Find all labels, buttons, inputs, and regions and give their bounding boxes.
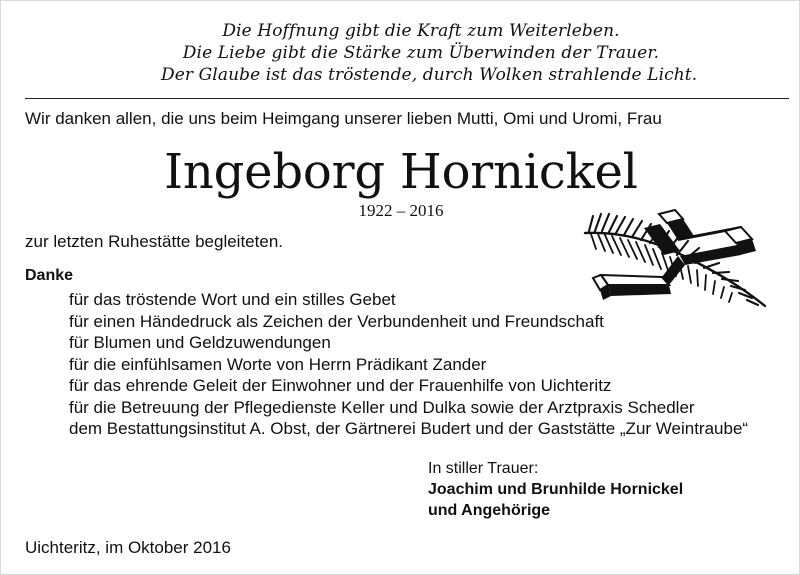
thanks-intro-text: Wir danken allen, die uns beim Heimgang unserer lieben Mutti, Omi und Uromi, Frau <box>25 109 662 128</box>
thanks-item: für die einfühlsamen Worte von Herrn Prädikant Zander <box>69 354 487 374</box>
thanks-item: für das tröstende Wort und ein stilles Gebet <box>69 290 396 309</box>
danke-heading: Danke <box>25 267 74 284</box>
mourning-names-line-2: und Angehörige <box>428 502 551 519</box>
life-years: 1922 – 2016 <box>358 201 444 220</box>
deceased-name: Ingeborg Hornickel <box>164 144 638 200</box>
mourning-intro: In stiller Trauer: <box>428 460 539 477</box>
mourning-names-line-1: Joachim und Brunhilde Hornickel <box>428 481 684 498</box>
thanks-item: für einen Händedruck als Zeichen der Verbundenheit und Freundschaft <box>69 311 604 331</box>
poem-line-3: Der Glaube ist das tröstende, durch Wolken strahlende Licht. <box>161 65 698 85</box>
divider-line <box>25 98 789 99</box>
thanks-item: für Blumen und Geldzuwendungen <box>69 333 331 352</box>
thanks-item: für die Betreuung der Pflegedienste Keller und Dulka sowie der Arztpraxis Schedler <box>69 397 695 417</box>
mourning-signature <box>428 458 758 521</box>
thanks-item: für das ehrende Geleit der Einwohner und der Frauenhilfe von Uichteritz <box>69 376 612 395</box>
poem-verse <box>161 20 698 86</box>
thanks-item: dem Bestattungsinstitut A. Obst, der Gärtnerei Budert und der Gaststätte „Zur Weintraube“ <box>69 419 749 438</box>
place-date: Uichteritz, im Oktober 2016 <box>25 538 231 557</box>
poem-line-1: Die Hoffnung gibt die Kraft zum Weiterleben. <box>222 21 620 41</box>
cross-with-palm-frond-icon <box>581 206 776 316</box>
resting-place-text: zur letzten Ruhestätte begleiteten. <box>25 232 283 251</box>
poem-line-2: Die Liebe gibt die Stärke zum Überwinden der Trauer. <box>182 43 660 63</box>
